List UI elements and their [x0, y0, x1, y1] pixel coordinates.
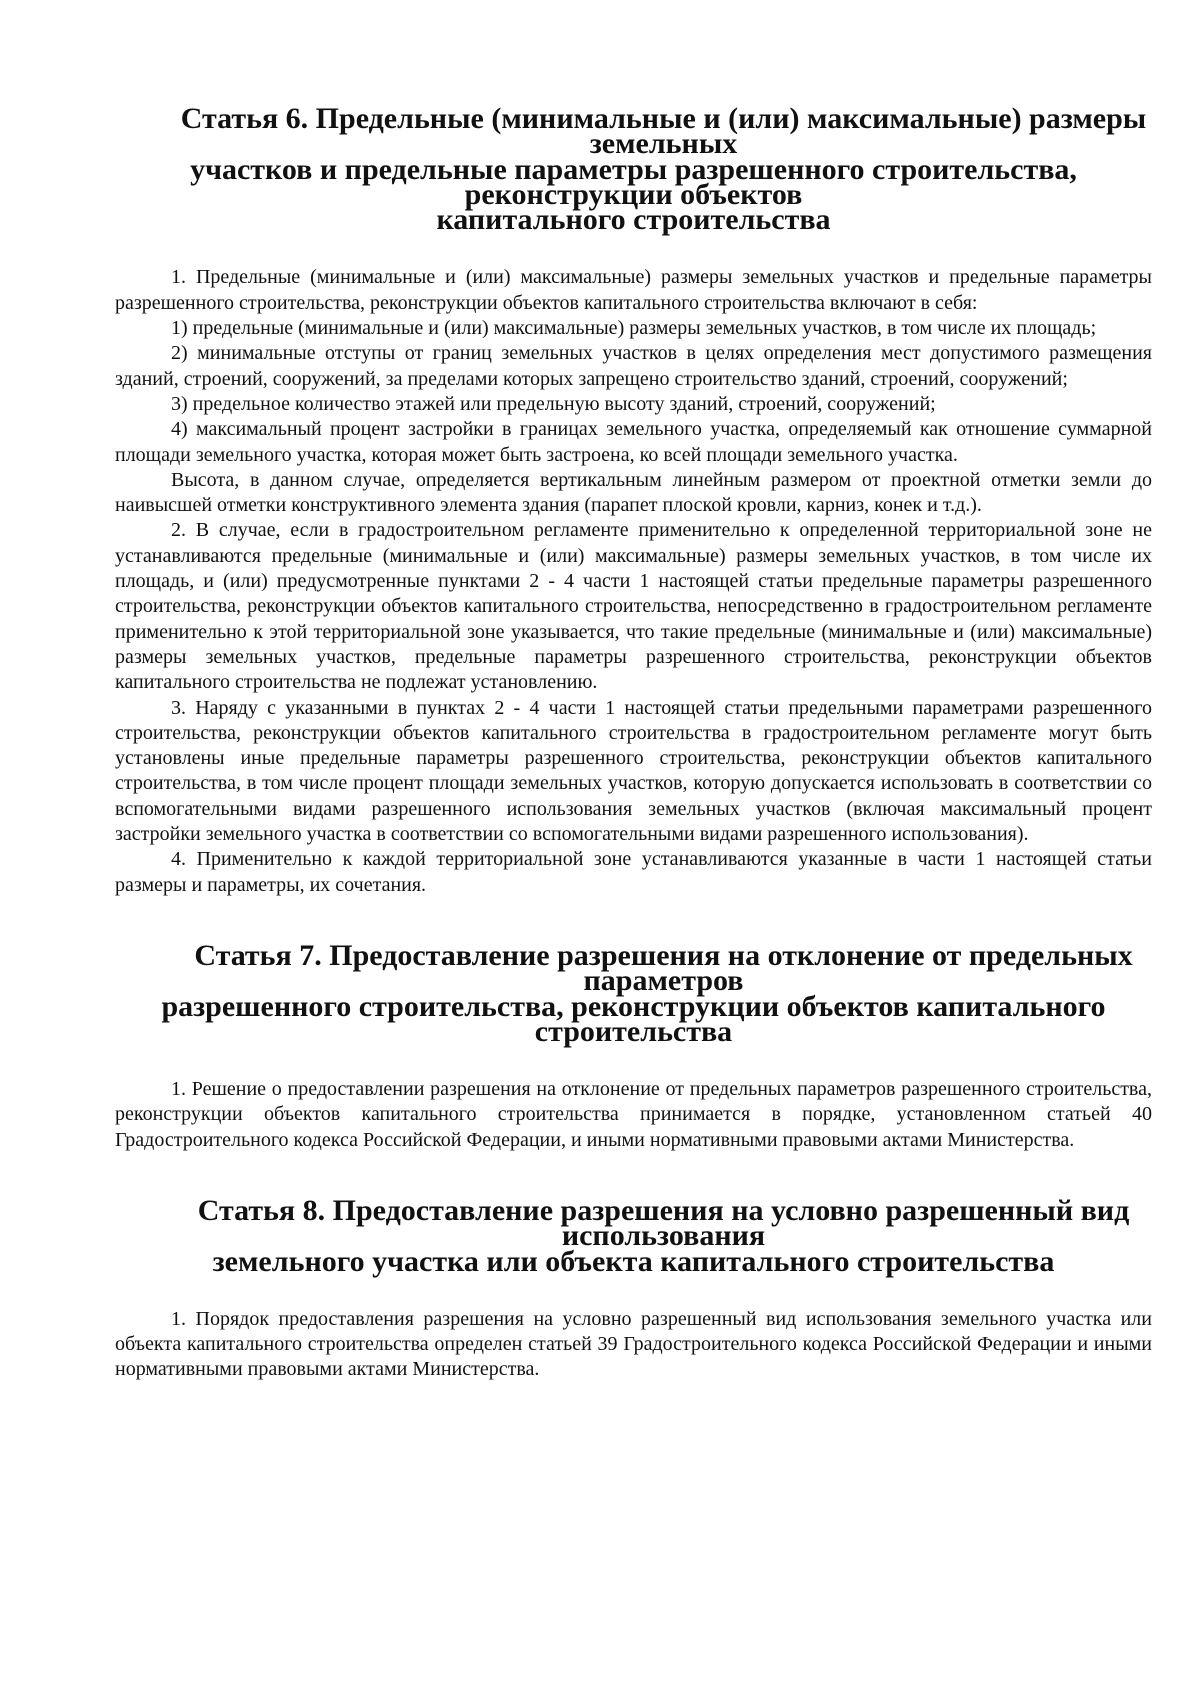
article-7-title [115, 938, 1152, 1048]
article-7-body [115, 1077, 1152, 1153]
document-page [115, 102, 1152, 1383]
paragraph: 1. Решение о предоставлении разрешения на отклонение от предельных параметров разрешенного строительства, реконструкции объектов капитального строительства принимается в порядке, установленном статьей 40 Градостроительного кодекса Российской Федерации, и иными нормативными правовыми актами Министерства. [115, 1078, 1152, 1151]
paragraph: 2. В случае, если в градостроительном регламенте применительно к определенной территориальной зоне не устанавливаются предельные (минимальные и (или) максимальные) размеры земельных участков, в том числе их площадь, и (или) предусмотренные пунктами 2 - 4 части 1 настоящей статьи предельные параметры разрешенного строительства, реконструкции объектов капитального строительства, непосредственно в градостроительном регламенте применительно к этой территориальной зоне указывается, что такие предельные (минимальные и (или) максимальные) размеры земельных участков, предельные параметры разрешенного строительства, реконструкции объектов капитального строительства не подлежат установлению. [115, 519, 1152, 694]
paragraph: 3. Наряду с указанными в пунктах 2 - 4 части 1 настоящей статьи предельными параметрами разрешенного строительства, реконструкции объектов капитального строительства в градостроительном регламенте могут быть установлены иные предельные параметры разрешенного строительства, реконструкции объектов капитального строительства, в том числе процент площади земельных участков, которую допускается использовать в соответствии со вспомогательными видами разрешенного использования земельных участков (включая максимальный процент застройки земельного участка в соответствии со вспомогательными видами разрешенного использования). [115, 696, 1152, 846]
article-8-title [115, 1193, 1152, 1278]
article-8-body [115, 1307, 1152, 1383]
paragraph: 1. Предельные (минимальные и (или) максимальные) размеры земельных участков и предельные параметры разрешенного строительства, реконструкции объектов капитального строительства включают в себя: [115, 266, 1152, 314]
article-title-line: участков и предельные параметры разрешенного строительства, реконструкции объектов [190, 152, 1077, 211]
paragraph: 4) максимальный процент застройки в границах земельного участка, определяемый как отношение суммарной площади земельного участка, которая может быть застроена, ко всей площади земельного участка. [115, 418, 1152, 466]
article-6 [115, 102, 1152, 898]
article-title-line: Статья 6. Предельные (минимальные и (или) максимальные) размеры земельных [180, 102, 1147, 161]
paragraph: 3) предельное количество этажей или предельную высоту зданий, строений, сооружений; [171, 392, 936, 415]
article-7 [115, 938, 1152, 1153]
paragraph: 4. Применительно к каждой территориальной зоне устанавливаются указанные в части 1 настоящей статьи размеры и параметры, их сочетания. [115, 848, 1152, 896]
paragraph: Высота, в данном случае, определяется вертикальным линейным размером от проектной отметки земли до наивысшей отметки конструктивного элемента здания (парапет плоской кровли, карниз, конек и т.д.). [115, 468, 1152, 517]
article-6-title [115, 102, 1152, 237]
article-title-line: разрешенного строительства, реконструкции объектов капитального строительства [161, 989, 1106, 1048]
paragraph: 1) предельные (минимальные и (или) максимальные) размеры земельных участков, в том числе их площадь; [171, 317, 1097, 340]
article-title-line: Статья 8. Предоставление разрешения на условно разрешенный вид использования [197, 1193, 1130, 1253]
article-title-line: капитального строительства [436, 203, 831, 237]
article-8 [115, 1193, 1152, 1383]
article-title-line: Статья 7. Предоставление разрешения на отклонение от предельных параметров [194, 938, 1133, 998]
article-6-body [115, 265, 1152, 897]
paragraph: 2) минимальные отступы от границ земельных участков в целях определения мест допустимого размещения зданий, строений, сооружений, за пределами которых запрещено строительство зданий, строений, сооружений; [115, 342, 1152, 390]
paragraph: 1. Порядок предоставления разрешения на условно разрешенный вид использования земельного участка или объекта капитального строительства определен статьей 39 Градостроительного кодекса Российской Федерации и иными нормативными правовыми актами Министерства. [115, 1307, 1152, 1381]
article-title-line: земельного участка или объекта капитального строительства [212, 1244, 1055, 1278]
